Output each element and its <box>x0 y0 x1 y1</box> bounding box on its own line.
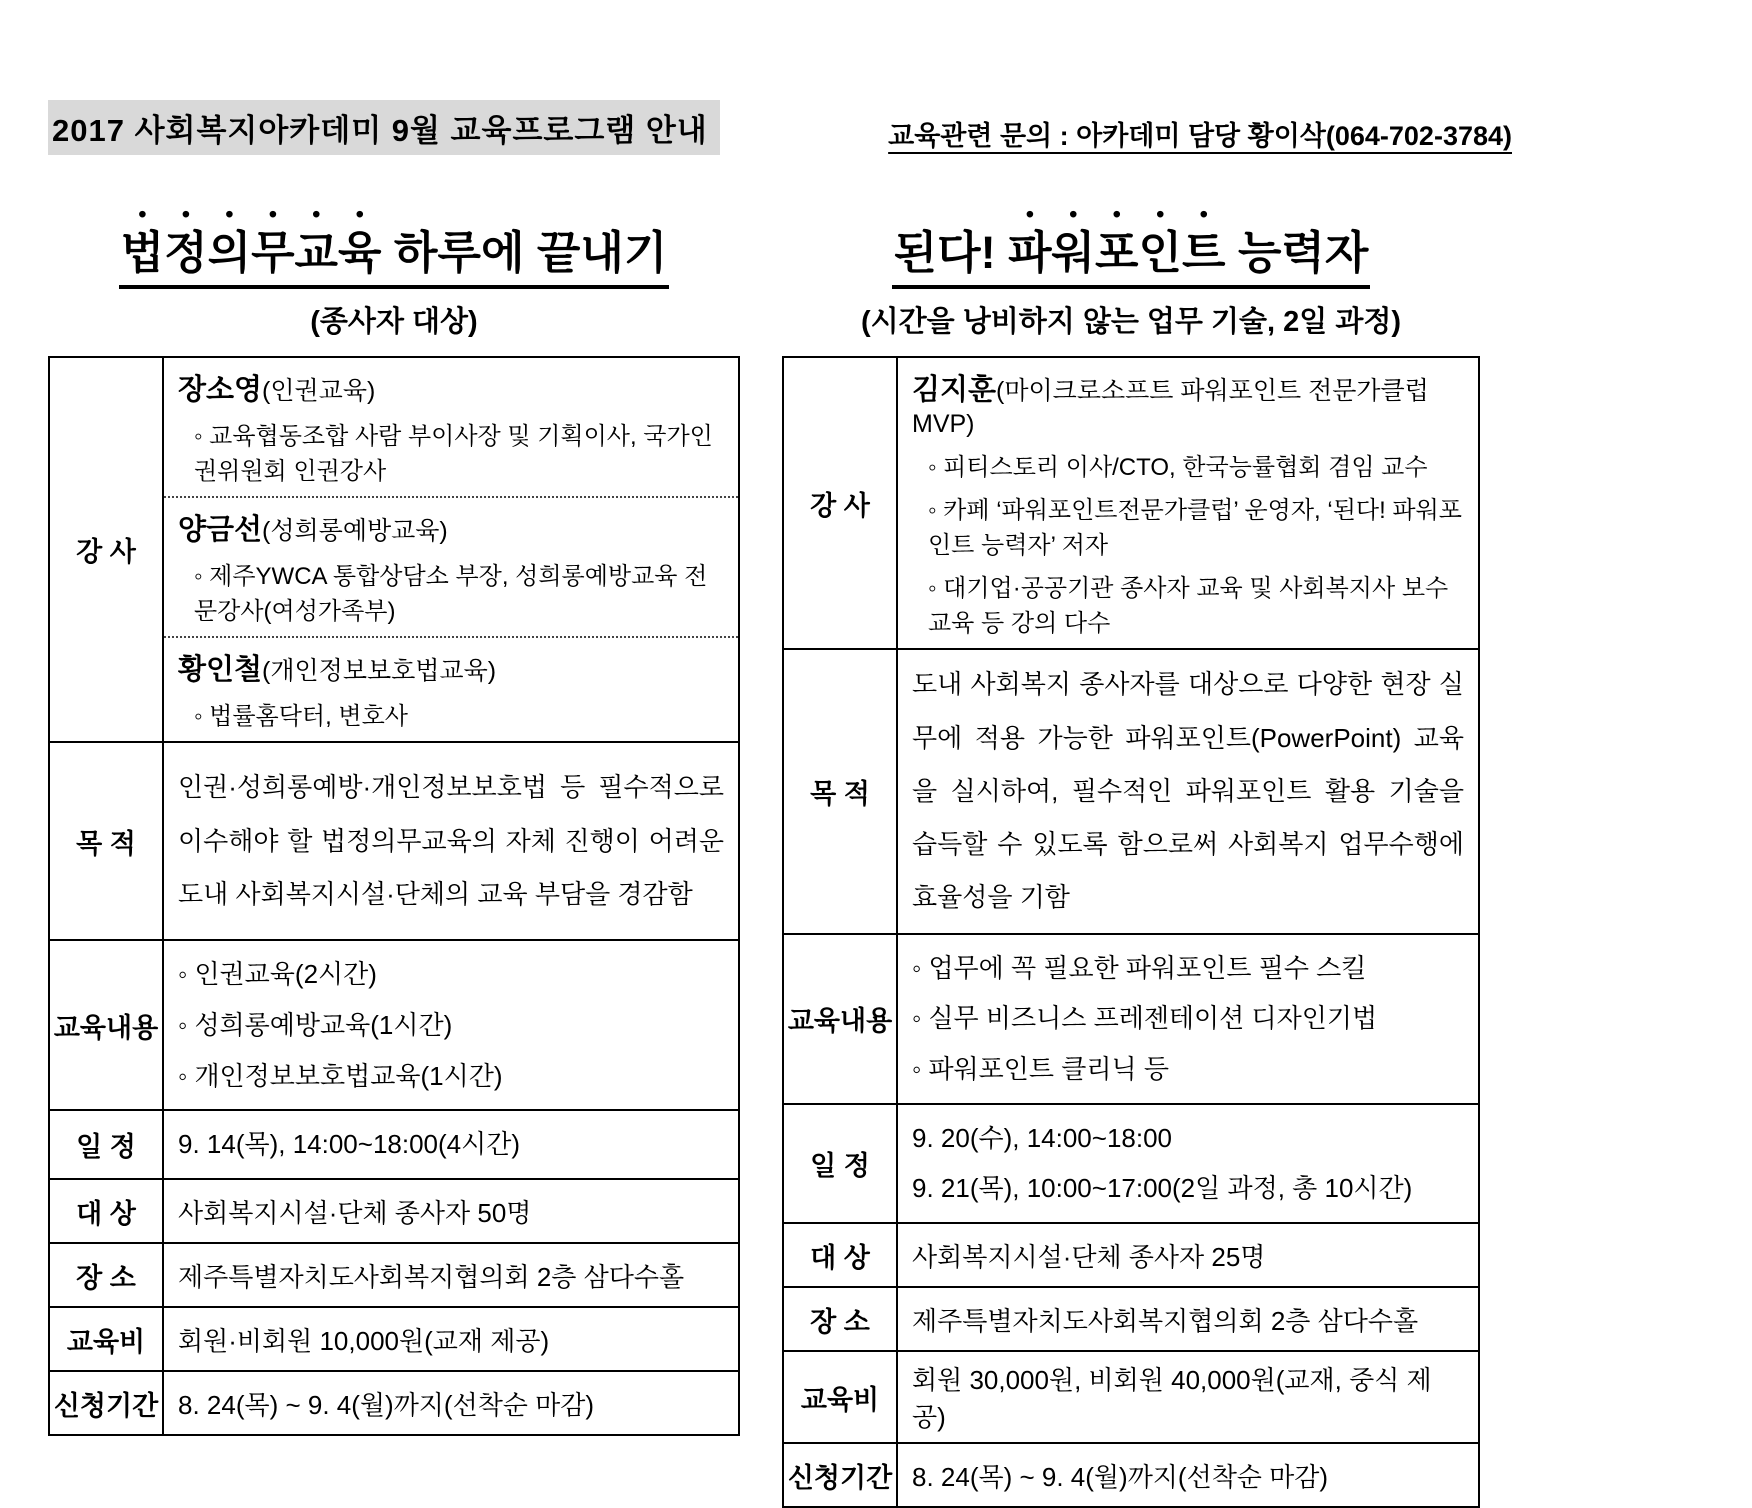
content-area <box>48 100 1512 1508</box>
schedule-line: 9. 20(수), 14:00~18:00 <box>912 1122 1173 1153</box>
row-value <box>164 1111 738 1178</box>
instructor-desc: ◦ 교육협동조합 사람 부이사장 및 기획이사, 국가인권위원회 인권강사 <box>194 423 713 486</box>
schedule-line: 9. 14(목), 14:00~18:00(4시간) <box>178 1129 521 1160</box>
program-right-title-wrap <box>782 185 1480 340</box>
row-value: 사회복지시설·단체 종사자 50명 <box>178 1197 532 1228</box>
content-bullet: ◦ 성희롱예방교육(1시간) <box>178 1009 453 1040</box>
instructor-entry <box>164 496 738 636</box>
instructor-head <box>178 647 724 688</box>
table-row-purpose <box>50 741 738 939</box>
program-right-table <box>782 356 1480 1508</box>
table-row-fee <box>50 1306 738 1370</box>
row-value <box>164 941 738 1109</box>
table-row-purpose <box>784 648 1478 932</box>
title-pre: 된다! <box>893 227 1009 278</box>
row-label: 장 소 <box>50 1244 164 1306</box>
instructor-name: 장소영 <box>178 374 263 407</box>
table-row-place <box>50 1242 738 1306</box>
table-row-target <box>50 1178 738 1242</box>
row-value: 도내 사회복지 종사자를 대상으로 다양한 현장 실무에 적용 가능한 파워포인트(PowerPoint) 교육을 실시하여, 필수적인 파워포인트 활용 기술을 습득할 수 있도록 함으로써 사회복지 업무수행에 효율성을 기함 <box>912 669 1464 913</box>
row-label: 목 적 <box>50 743 164 939</box>
table-row-apply <box>784 1442 1478 1506</box>
row-label: 신청기간 <box>784 1444 898 1506</box>
program-right <box>782 185 1480 1508</box>
row-label: 강 사 <box>784 358 898 648</box>
instructor-entry <box>164 636 738 741</box>
row-label: 교육내용 <box>784 935 898 1103</box>
schedule-line: 9. 21(목), 10:00~17:00(2일 과정, 총 10시간) <box>912 1173 1413 1204</box>
instructor-desc: ◦ 카페 ‘파워포인트전문가클럽’ 운영자, ‘된다! 파워포인트 능력자’ 저자 <box>928 497 1462 560</box>
instructor-name: 황인철 <box>178 654 263 687</box>
instructor-head <box>912 367 1464 439</box>
instructor-desc: ◦ 대기업·공공기관 종사자 교육 및 사회복지사 보수교육 등 강의 다수 <box>928 575 1449 638</box>
contact-info: 교육관련 문의 : 아카데미 담당 황이삭(064-702-3784) <box>888 121 1512 151</box>
row-value <box>164 358 738 741</box>
instructor-desc: ◦ 제주YWCA 통합상담소 부장, 성희롱예방교육 전문강사(여성가족부) <box>194 563 708 626</box>
row-value: 인권·성희롱예방·개인정보보호법 등 필수적으로 이수해야 할 법정의무교육의 자체 진행이 어려운 도내 사회복지시설·단체의 교육 부담을 경감함 <box>178 772 724 909</box>
title-post: 능력자 <box>1225 227 1369 278</box>
table-row-schedule <box>784 1103 1478 1222</box>
row-label: 목 적 <box>784 650 898 932</box>
row-value: 제주특별자치도사회복지협의회 2층 삼다수홀 <box>178 1261 685 1292</box>
instructor-head <box>178 507 724 548</box>
instructor-field: (마이크로소프트 파워포인트 전문가클럽 MVP) <box>912 377 1429 439</box>
program-left <box>48 185 740 1508</box>
instructor-field: (개인정보보호법교육) <box>262 657 497 686</box>
row-label: 대 상 <box>50 1180 164 1242</box>
instructor-field: (성희롱예방교육) <box>262 517 448 546</box>
instructor-desc: ◦ 법률홈닥터, 변호사 <box>194 703 408 731</box>
row-label: 일 정 <box>50 1111 164 1178</box>
content-bullet: ◦ 인권교육(2시간) <box>178 959 377 990</box>
content-bullet: ◦ 실무 비즈니스 프레젠테이션 디자인기법 <box>912 1003 1378 1034</box>
instructor-desc: ◦ 피티스토리 이사/CTO, 한국능률협회 겸임 교수 <box>928 454 1428 482</box>
content-bullet: ◦ 개인정보보호법교육(1시간) <box>178 1060 503 1091</box>
row-label: 신청기간 <box>50 1372 164 1434</box>
instructor-name: 김지훈 <box>912 374 997 407</box>
instructor-name: 양금선 <box>178 514 263 547</box>
program-left-subtitle: (종사자 대상) <box>310 306 478 339</box>
table-row-target <box>784 1222 1478 1286</box>
header-banner-title: 2017 사회복지아카데미 9월 교육프로그램 안내 <box>48 100 720 155</box>
row-value: 사회복지시설·단체 종사자 25명 <box>912 1241 1266 1272</box>
program-left-table <box>48 356 740 1436</box>
instructor-entry <box>898 358 1478 648</box>
row-value: 제주특별자치도사회복지협의회 2층 삼다수홀 <box>912 1305 1419 1336</box>
table-row-schedule <box>50 1109 738 1178</box>
row-label: 강 사 <box>50 358 164 741</box>
row-value: 8. 24(목) ~ 9. 4(월)까지(선착순 마감) <box>178 1389 595 1420</box>
program-right-title <box>892 185 1371 289</box>
table-row-instructor <box>784 358 1478 648</box>
program-left-title-wrap <box>48 185 740 340</box>
content-bullet: ◦ 업무에 꼭 필요한 파워포인트 필수 스킬 <box>912 952 1367 983</box>
table-row-contents <box>784 933 1478 1103</box>
row-label: 교육비 <box>784 1352 898 1442</box>
title-post: 하루에 끝내기 <box>381 227 668 278</box>
row-label: 교육비 <box>50 1308 164 1370</box>
row-label: 일 정 <box>784 1105 898 1222</box>
table-row-apply <box>50 1370 738 1434</box>
program-columns <box>48 185 1512 1508</box>
page-header <box>48 100 1512 155</box>
row-label: 대 상 <box>784 1224 898 1286</box>
row-label: 장 소 <box>784 1288 898 1350</box>
title-emphasized: 파워포인트 <box>1008 227 1226 278</box>
instructor-entry <box>164 358 738 496</box>
table-row-contents <box>50 939 738 1109</box>
program-left-title <box>119 185 670 289</box>
instructor-field: (인권교육) <box>262 377 376 406</box>
title-emphasized: 법정의무교육 <box>120 227 382 278</box>
row-value <box>898 935 1478 1103</box>
table-row-place <box>784 1286 1478 1350</box>
table-row-fee <box>784 1350 1478 1442</box>
row-value <box>898 358 1478 648</box>
row-value: 8. 24(목) ~ 9. 4(월)까지(선착순 마감) <box>912 1461 1329 1492</box>
instructor-head <box>178 367 724 408</box>
row-value: 회원 30,000원, 비회원 40,000원(교재, 중식 제공) <box>912 1365 1432 1433</box>
program-right-subtitle: (시간을 낭비하지 않는 업무 기술, 2일 과정) <box>860 306 1402 339</box>
row-value <box>898 1105 1478 1222</box>
content-bullet: ◦ 파워포인트 클리닉 등 <box>912 1054 1169 1085</box>
table-row-instructor <box>50 358 738 741</box>
row-label: 교육내용 <box>50 941 164 1109</box>
row-value: 회원·비회원 10,000원(교재 제공) <box>178 1325 550 1356</box>
